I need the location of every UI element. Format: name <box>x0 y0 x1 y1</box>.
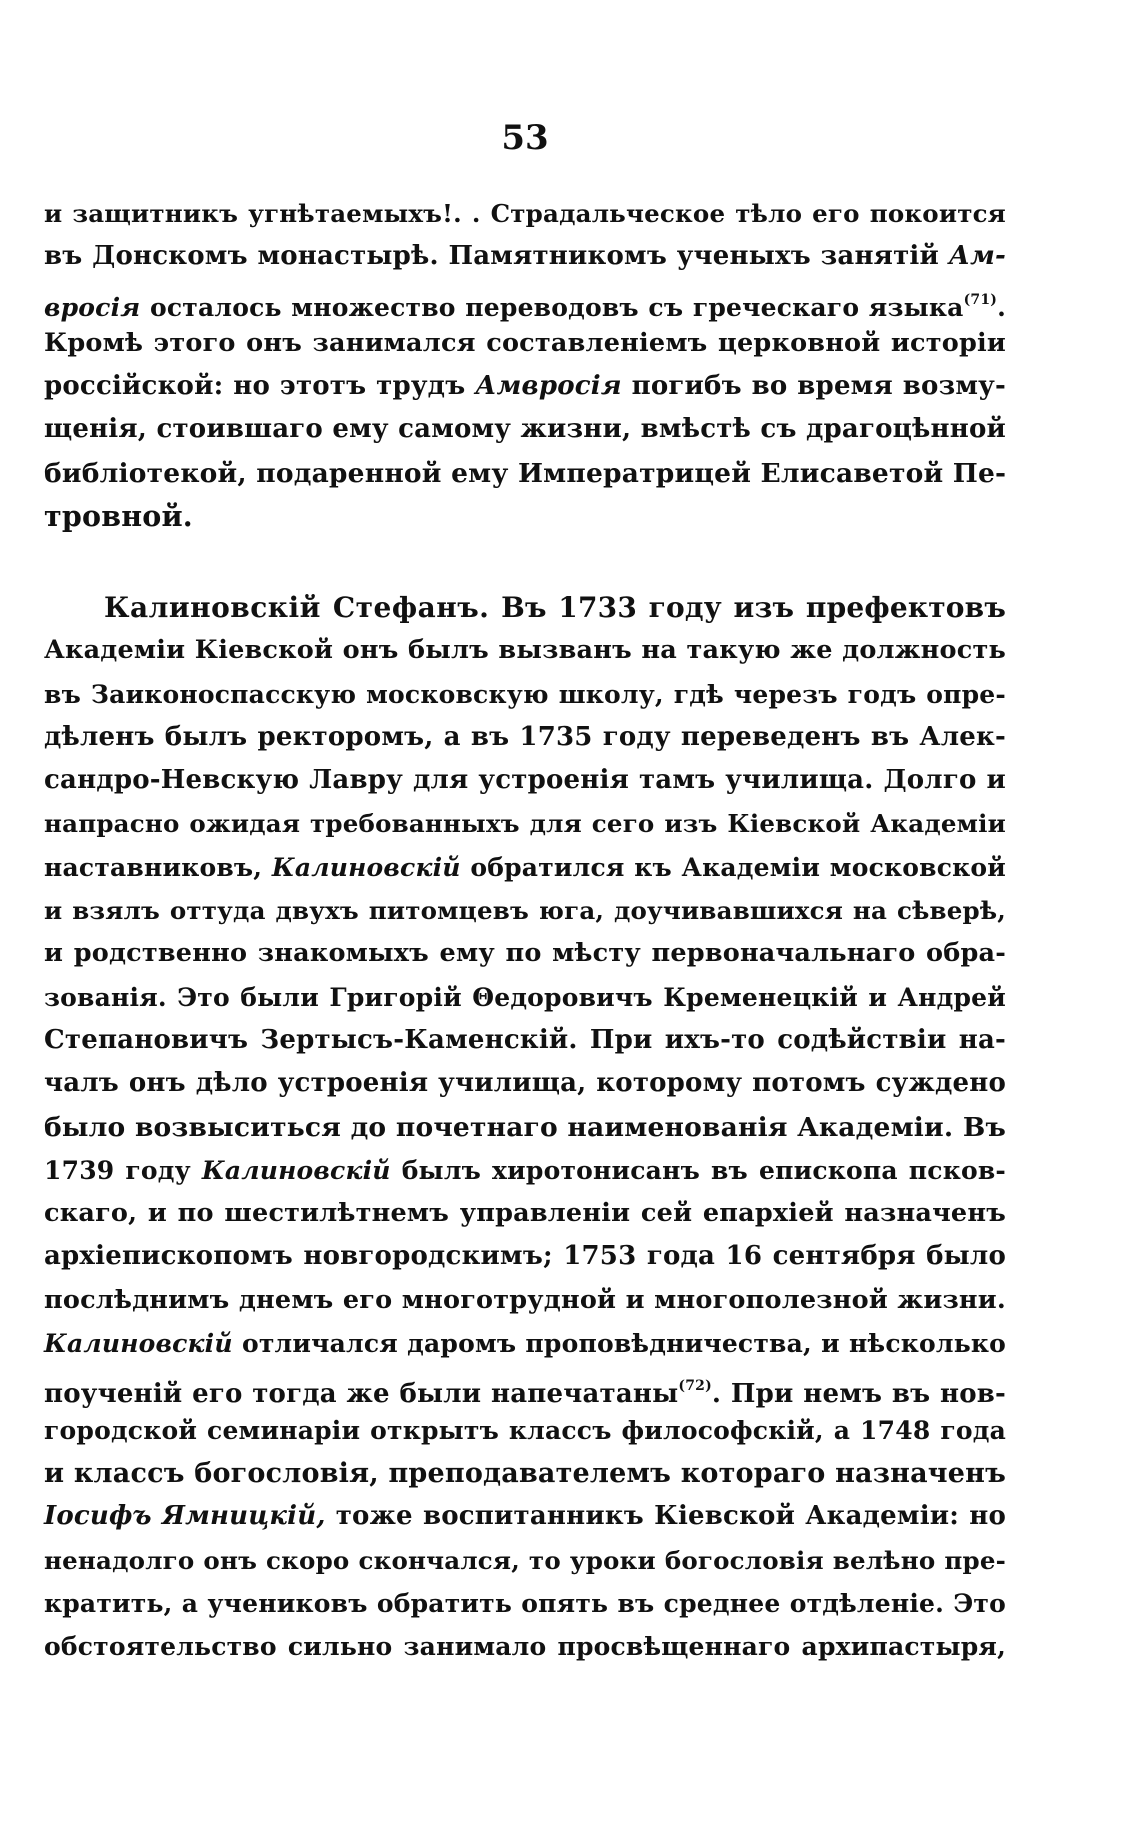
text-line: тровной. <box>44 499 193 534</box>
text-line: Степановичъ Зертысъ-Каменскій. При ихъ-то содѣйствіи на- <box>44 1024 1006 1055</box>
italic-name: Іосифъ Ямницкій, <box>44 1501 326 1532</box>
text-line <box>44 586 1006 629</box>
text-line <box>44 235 1006 278</box>
text-line <box>44 365 1006 408</box>
book-page <box>44 0 1006 1840</box>
footnote-ref: (72) <box>678 1378 712 1395</box>
text-run: Въ 1733 году изъ префектовъ <box>501 591 1007 624</box>
text-line <box>44 1495 1006 1538</box>
text-line: въ Заиконоспасскую московскую школу, гдѣ черезъ годъ опре- <box>44 679 1006 709</box>
text-run: тоже воспитанникъ Кіевской Академіи: но <box>335 1501 1006 1532</box>
text-line: дѣленъ былъ ректоромъ, а въ 1735 году переведенъ въ Алек- <box>44 721 1006 752</box>
text-run: поученій его тогда же были напечатаны <box>44 1379 679 1410</box>
text-line: кратить, а учениковъ обратить опять въ среднее отдѣленіе. Это <box>44 1588 1006 1618</box>
text-run: погибъ во время возму- <box>631 371 1006 402</box>
italic-name: Калиновскій <box>201 1155 391 1185</box>
text-line: чалъ онъ дѣло устроенія училища, которому потомъ суждено <box>44 1068 1006 1099</box>
text-run: россійской: но этотъ трудъ <box>44 371 466 402</box>
text-line: напрасно ожидая требованныхъ для сего изъ Кіевской Академіи <box>44 809 1006 839</box>
text-line: щенія, стоившаго ему самому жизни, вмѣстѣ съ драгоцѣнной <box>44 414 1006 445</box>
text-line: сандро-Невскую Лавру для устроенія тамъ училища. Долго и <box>44 765 1006 796</box>
text-run: отличался даромъ проповѣдничества, и нѣсколько <box>241 1329 1007 1359</box>
text-line: городской семинаріи открытъ классъ философскій, а 1748 года <box>44 1415 1006 1445</box>
text-line: и родственно знакомыхъ ему по мѣсту первоначальнаго обра- <box>44 938 1006 969</box>
italic-name: Ам- <box>948 241 1006 272</box>
text-run: былъ хиротонисанъ въ епископа псков- <box>401 1155 1006 1185</box>
page-number: 53 <box>501 118 549 158</box>
text-line <box>44 1149 1006 1192</box>
text-line <box>44 1365 1006 1408</box>
text-line: Кромѣ этого онъ занимался составленіемъ церковной исторіи <box>44 327 1006 358</box>
text-line: зованія. Это были Григорій Θедоровичъ Кременецкій и Андрей <box>44 982 1006 1012</box>
text-run: 1739 году <box>44 1155 191 1185</box>
text-line: Академіи Кіевской онъ былъ вызванъ на такую же должность <box>44 635 1006 666</box>
footnote-ref: (71) <box>963 291 998 308</box>
italic-name: вросія <box>44 292 141 322</box>
text-run: наставниковъ, <box>44 852 263 882</box>
text-line <box>44 279 1006 322</box>
text-line: архіепископомъ новгородскимъ; 1753 года 16 сентября было <box>44 1241 1006 1272</box>
text-run: . <box>997 292 1006 322</box>
italic-name: Калиновскій <box>271 852 461 882</box>
text-run: въ Донскомъ монастырѣ. Памятникомъ ученыхъ занятій <box>44 241 939 272</box>
text-line <box>44 846 1006 889</box>
text-line: ненадолго онъ скоро скончался, то уроки богословія велѣно пре- <box>44 1545 1006 1575</box>
paragraph-ambrosius-ending <box>44 192 1006 538</box>
text-line: было возвыситься до почетнаго наименованія Академіи. Въ <box>44 1111 1006 1143</box>
text-line: послѣднимъ днемъ его многотрудной и многополезной жизни. <box>44 1284 1006 1315</box>
text-line: и взялъ оттуда двухъ питомцевъ юга, доучивавшихся на сѣверѣ, <box>44 896 1006 926</box>
text-line: и классъ богословія, преподавателемъ котораго назначенъ <box>44 1457 1007 1489</box>
text-line: скаго, и по шестилѣтнемъ управленіи сей епархіей назначенъ <box>44 1198 1006 1229</box>
text-run: обратился къ Академіи московской <box>470 852 1006 882</box>
text-line <box>44 1322 1006 1365</box>
italic-name: Калиновскій <box>44 1329 233 1359</box>
entry-heading: Калиновскій Стефанъ. <box>104 591 490 624</box>
text-line: и защитникъ угнѣтаемыхъ!. . Страдальческое тѣло его покоится <box>44 199 1006 228</box>
paragraph-kalinovsky <box>44 586 1006 1668</box>
text-line: обстоятельство сильно занимало просвѣщеннаго архипастыря, <box>44 1632 1006 1662</box>
text-run: осталось множество переводовъ съ греческаго языка <box>150 292 964 322</box>
italic-name: Амвросія <box>475 371 622 402</box>
text-line: библіотекой, подаренной ему Императрицей Елисаветой Пе- <box>44 457 1007 489</box>
text-run: . При немъ въ нов- <box>711 1379 1007 1410</box>
